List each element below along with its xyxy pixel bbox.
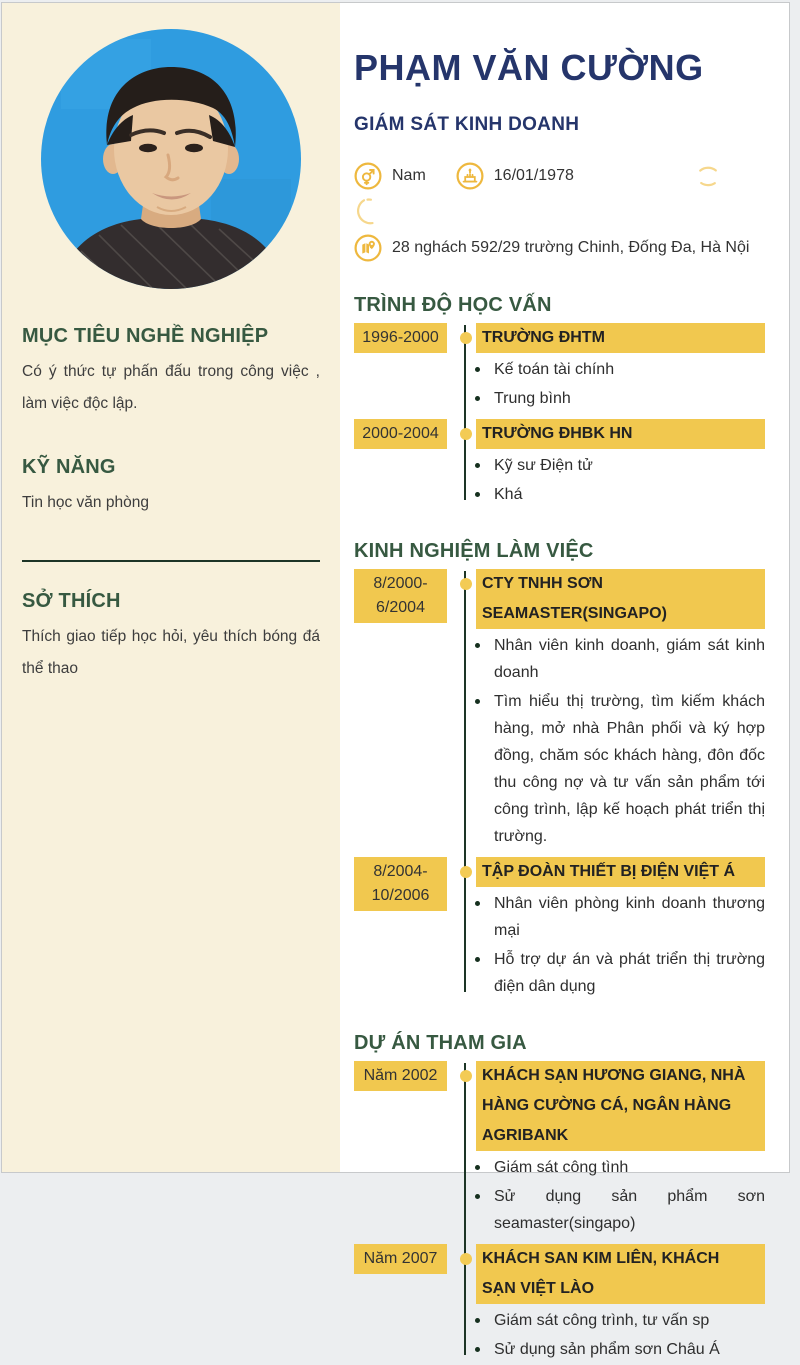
sidebar-divider <box>22 560 320 562</box>
entry-bullet: Kế toán tài chính <box>488 356 765 383</box>
entry-bullet: Sử dụng sản phẩm sơn Châu Á <box>488 1336 765 1363</box>
job-title: GIÁM SÁT KINH DOANH <box>354 114 580 135</box>
section-heading-experience: KINH NGHIỆM LÀM VIỆC <box>354 540 594 562</box>
gender-field <box>354 162 426 190</box>
sidebar-text-objective: Có ý thức tự phấn đấu trong công việc , làm việc độc lập. <box>22 363 320 412</box>
education-entry <box>354 419 765 510</box>
experience-entries <box>354 569 765 1002</box>
map-pin-icon <box>354 234 382 262</box>
entry-bullet: Giám sát công trình, tư vấn sp <box>488 1307 765 1334</box>
entry-period: 1996-2000 <box>354 323 447 353</box>
entry-period: 2000-2004 <box>354 419 447 449</box>
extra-field-2 <box>354 198 382 226</box>
birthday-field <box>456 162 574 190</box>
entry-period: 8/2004- 10/2006 <box>354 857 447 911</box>
extra-field-1 <box>694 162 722 190</box>
gender-value: Nam <box>392 167 426 184</box>
section-heading-projects: DỰ ÁN THAM GIA <box>354 1032 527 1054</box>
info-row-2 <box>354 198 765 226</box>
entry-title: KHÁCH SAN KIM LIÊN, KHÁCH SẠN VIỆT LÀO <box>476 1244 765 1304</box>
entry-bullet: Khá <box>488 481 765 508</box>
birthday-value: 16/01/1978 <box>493 167 574 184</box>
partial-circle-icon <box>354 198 382 226</box>
cv-page <box>1 2 790 1358</box>
section-heading-education: TRÌNH ĐỘ HỌC VẤN <box>354 294 552 316</box>
entry-title: TRƯỜNG ĐHTM <box>476 323 765 353</box>
project-entries <box>354 1061 765 1365</box>
entry-title: TẬP ĐOÀN THIẾT BỊ ĐIỆN VIỆT Á <box>476 857 765 887</box>
project-entry <box>354 1061 765 1239</box>
sidebar-heading-hobbies: SỞ THÍCH <box>22 590 121 613</box>
entry-bullet: Sử dụng sản phẩm sơn seamaster(singapo) <box>488 1183 765 1237</box>
entry-title: CTY TNHH SƠN SEAMASTER(SINGAPO) <box>476 569 765 629</box>
entry-bullet: Nhân viên phòng kinh doanh thương mại <box>488 890 765 944</box>
info-row-3 <box>354 234 765 262</box>
gender-icon <box>354 162 382 190</box>
info-row-1 <box>354 162 765 190</box>
entry-period: 8/2000- 6/2004 <box>354 569 447 623</box>
entry-period: Năm 2002 <box>354 1061 447 1091</box>
entry-title: TRƯỜNG ĐHBK HN <box>476 419 765 449</box>
entry-period: Năm 2007 <box>354 1244 447 1274</box>
sidebar-heading-skills: KỸ NĂNG <box>22 455 116 478</box>
profile-photo-illustration <box>41 29 301 289</box>
entry-bullet: Hỗ trợ dự án và phát triển thị trường điện dân dụng <box>488 946 765 1000</box>
sidebar <box>2 3 340 1172</box>
birthday-cake-icon <box>456 162 484 190</box>
experience-entry <box>354 569 765 852</box>
project-entry <box>354 1244 765 1365</box>
entry-bullet: Tìm hiểu thị trường, tìm kiếm khách hàng, mở nhà Phân phối và ký hợp đồng, chăm sóc khách hàng, đôn đốc thu công nợ và tư vấn sản phẩm tới công trình, lập kế hoạch phát triển thị trường. <box>488 688 765 850</box>
partial-circle-icon <box>694 162 722 190</box>
entry-bullet: Nhân viên kinh doanh, giám sát kinh doanh <box>488 632 765 686</box>
sidebar-text-skills: Tin học văn phòng <box>22 493 149 511</box>
experience-entry <box>354 857 765 1002</box>
address-field <box>354 234 749 262</box>
address-value: 28 nghách 592/29 trường Chinh, Đống Đa, Hà Nội <box>392 239 750 256</box>
sidebar-heading-objective: MỤC TIÊU NGHỀ NGHIỆP <box>22 325 269 347</box>
entry-bullet: Trung bình <box>488 385 765 412</box>
main-column <box>340 3 789 1358</box>
sidebar-text-hobbies: Thích giao tiếp học hỏi, yêu thích bóng đá thể thao <box>22 628 320 678</box>
entry-title: KHÁCH SẠN HƯƠNG GIANG, NHÀ HÀNG CƯỜNG CÁ, NGÂN HÀNG AGRIBANK <box>476 1061 765 1151</box>
education-entries <box>354 323 765 510</box>
entry-bullet: Kỹ sư Điện tử <box>488 452 765 479</box>
person-name: PHẠM VĂN CƯỜNG <box>354 47 704 88</box>
entry-bullet: Giám sát công tình <box>488 1154 765 1181</box>
personal-info <box>354 162 765 262</box>
profile-photo <box>41 29 301 289</box>
education-entry <box>354 323 765 414</box>
